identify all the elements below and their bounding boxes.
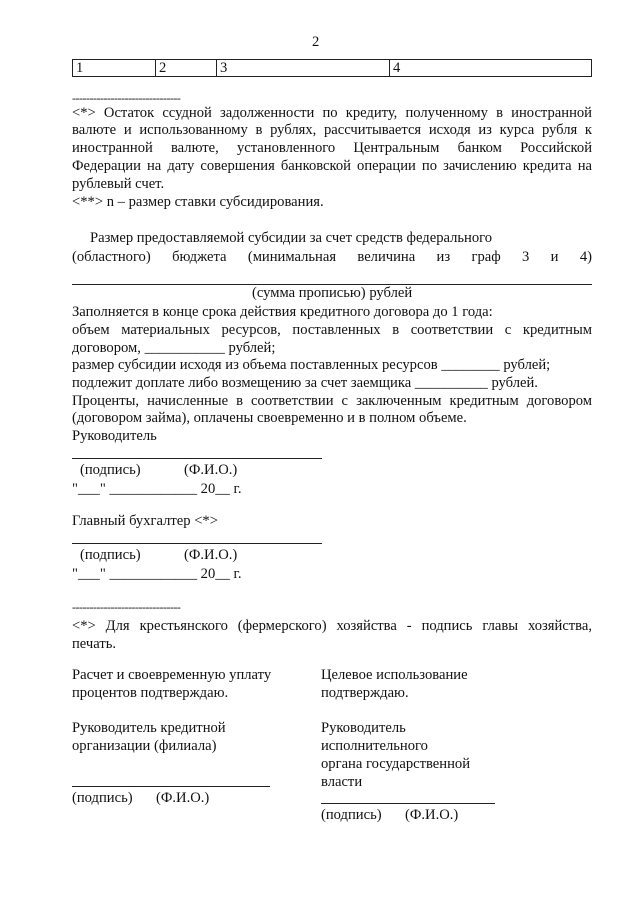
confirm-line: подтверждаю. (321, 685, 409, 701)
footnote-currency-line: рублевый счет. (72, 176, 165, 192)
table-cell: 3 (217, 60, 390, 77)
authority-head-line: исполнительного (321, 738, 428, 754)
confirm-line: Расчет и своевременную уплату (72, 667, 272, 683)
table-row (73, 60, 592, 77)
accountant-signature-line (72, 543, 322, 544)
date-line: "___" ____________ 20__ г. (72, 566, 242, 582)
confirm-line: процентов подтверждаю. (72, 685, 229, 701)
resources-volume-line: объем материальных ресурсов, поставленных в соответствии с кредитным (72, 322, 592, 338)
footnote-rate: <**> n – размер ставки субсидирования. (72, 194, 324, 210)
farm-footnote-line: <*> Для крестьянского (фермерского) хозяйства - подпись главы хозяйства, (72, 618, 592, 634)
table-cell: 1 (73, 60, 156, 77)
table-cell: 2 (156, 60, 217, 77)
table-cell: 4 (390, 60, 592, 77)
footnote-currency-line: валюте и использованному в рублях, рассчитывается исходя из курса рубля к (72, 122, 592, 138)
footnote-currency-line: иностранной валюте, установленного Центральным банком Российской (72, 140, 592, 156)
interest-paid-line: (договором займа), оплачены своевременно и в полном объеме. (72, 410, 467, 426)
footnote-currency-line: Федерации на дату совершения банковской операции по зачислению кредита на (72, 158, 592, 174)
farm-footnote-line: печать. (72, 636, 117, 652)
footnote-rule: ------------------------------- (72, 91, 181, 105)
fio-caption: (Ф.И.О.) (405, 807, 459, 823)
fio-caption: (Ф.И.О.) (184, 547, 238, 563)
fill-intro: Заполняется в конце срока действия кредитного договора до 1 года: (72, 304, 493, 320)
interest-paid-line: Проценты, начисленные в соответствии с заключенным кредитным договором (72, 393, 592, 409)
manager-label: Руководитель (72, 428, 157, 444)
confirm-line: Целевое использование (321, 667, 468, 683)
chief-accountant-label: Главный бухгалтер <*> (72, 513, 218, 529)
signature-caption: (подпись) (72, 790, 133, 806)
authority-head-line: Руководитель (321, 720, 406, 736)
subsidy-size-line: размер субсидии исходя из объема поставленных ресурсов ________ рублей; (72, 357, 551, 373)
signature-caption: (подпись) (80, 462, 141, 478)
fio-caption: (Ф.И.О.) (184, 462, 238, 478)
resources-volume-line: договором, ___________ рублей; (72, 340, 276, 356)
payable-line: подлежит доплате либо возмещению за счет заемщика __________ рублей. (72, 375, 538, 391)
subsidy-amount-line: (областного) бюджета (минимальная величина из граф 3 и 4) (72, 249, 592, 265)
credit-org-signature-line (72, 786, 270, 787)
sum-in-words-caption: (сумма прописью) рублей (252, 285, 413, 301)
fio-caption: (Ф.И.О.) (156, 790, 210, 806)
footnote-currency-line: <*> Остаток ссудной задолженности по кредиту, полученному в иностранной (72, 105, 592, 121)
authority-head-line: органа государственной (321, 756, 471, 772)
credit-org-head-line: организации (филиала) (72, 738, 217, 754)
credit-org-head-line: Руководитель кредитной (72, 720, 226, 736)
manager-signature-line (72, 458, 322, 459)
signature-caption: (подпись) (80, 547, 141, 563)
signature-caption: (подпись) (321, 807, 382, 823)
column-number-table (72, 59, 592, 77)
authority-signature-line (321, 803, 495, 804)
footnote-rule: ------------------------------- (72, 600, 181, 614)
authority-head-line: власти (321, 774, 363, 790)
subsidy-amount-line: Размер предоставляемой субсидии за счет средств федерального (90, 230, 493, 246)
date-line: "___" ____________ 20__ г. (72, 481, 242, 497)
page-number: 2 (312, 34, 320, 50)
